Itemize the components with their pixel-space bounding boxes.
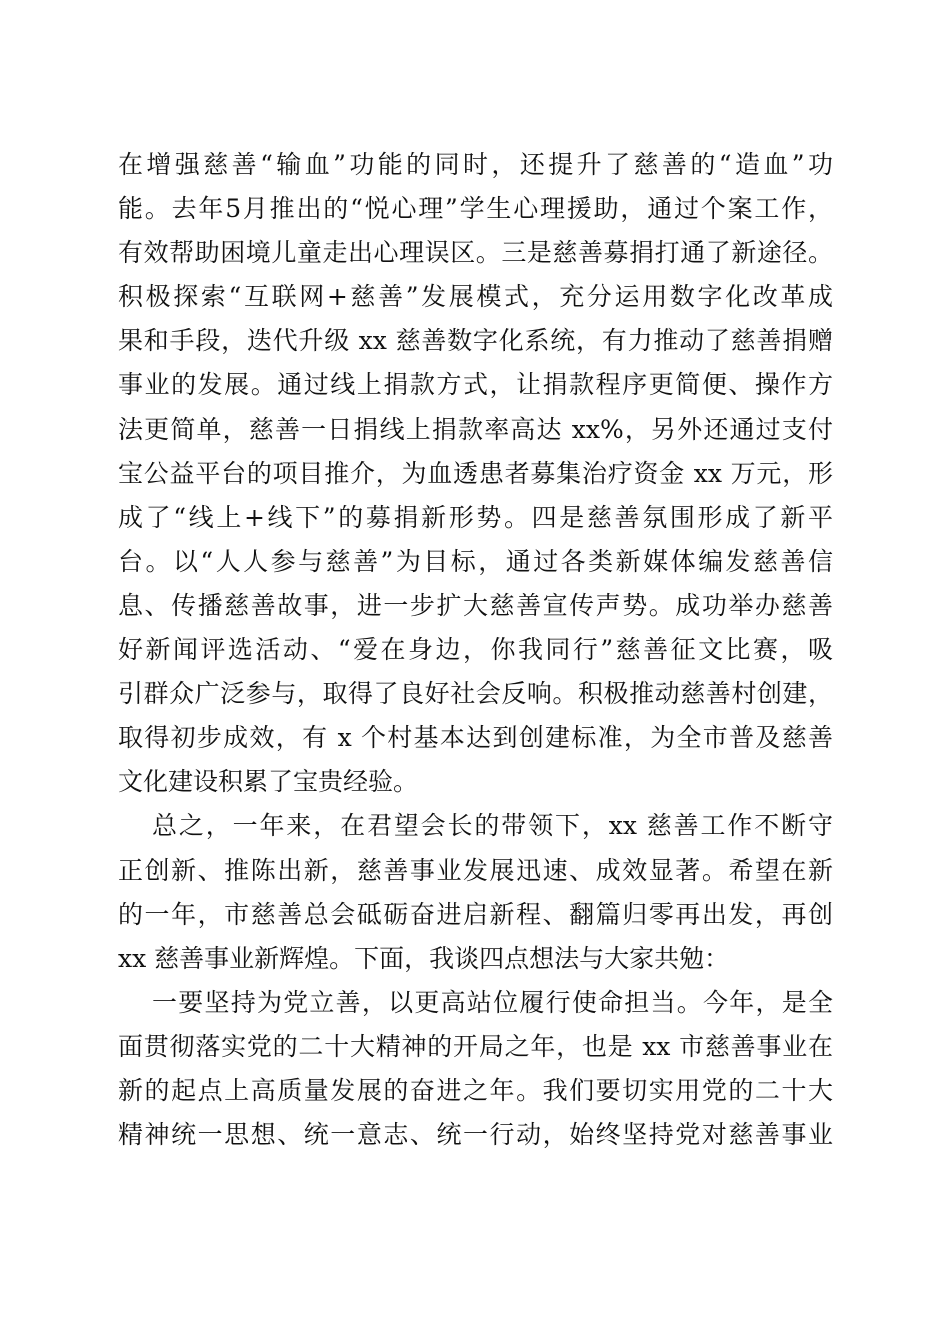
text-line: 总之，一年来，在君望会长的带领下，xx 慈善工作不断守	[152, 811, 833, 841]
text-line: 有效帮助困境儿童走出心理误区。三是慈善募捐打通了新途径。	[118, 238, 833, 268]
text-line: xx 慈善事业新辉煌。下面，我谈四点想法与大家共勉：	[118, 943, 730, 973]
text-line: 在增强慈善“输血”功能的同时，还提升了慈善的“造血”功	[118, 150, 833, 179]
text-line: 文化建设积累了宝贵经验。	[118, 767, 419, 797]
text-line: 息、传播慈善故事，进一步扩大慈善宣传声势。成功举办慈善	[118, 590, 833, 620]
text-line: 好新闻评选活动、“爱在身边，你我同行”慈善征文比赛，吸	[118, 635, 833, 665]
text-line: 的一年，市慈善总会砥砺奋进启新程、翻篇归零再出发，再创	[118, 899, 833, 929]
text-line: 正创新、推陈出新，慈善事业发展迅速、成效显著。希望在新	[118, 855, 833, 885]
text-line: 台。以“人人参与慈善”为目标，通过各类新媒体编发慈善信	[118, 546, 833, 576]
text-line: 果和手段，迭代升级 xx 慈善数字化系统，有力推动了慈善捐赠	[118, 326, 833, 356]
text-line: 一要坚持为党立善，以更高站位履行使命担当。今年，是全	[152, 987, 833, 1017]
text-line: 取得初步成效，有 x 个村基本达到创建标准，为全市普及慈善	[118, 723, 833, 753]
text-line: 积极探索“互联网+慈善”发展模式，充分运用数字化改革成	[118, 282, 833, 312]
document-body	[118, 143, 833, 1157]
text-line: 能。去年5月推出的“悦心理”学生心理援助，通过个案工作，	[118, 194, 833, 224]
text-line: 引群众广泛参与，取得了良好社会反响。积极推动慈善村创建，	[118, 679, 833, 709]
text-line: 宝公益平台的项目推介，为血透患者募集治疗资金 xx 万元，形	[118, 458, 833, 488]
text-line: 精神统一思想、统一意志、统一行动，始终坚持党对慈善事业	[118, 1120, 833, 1150]
text-line: 面贯彻落实党的二十大精神的开局之年，也是 xx 市慈善事业在	[118, 1031, 833, 1061]
text-line: 成了“线上+线下”的募捐新形势。四是慈善氛围形成了新平	[118, 502, 833, 532]
paragraph-charity-achievements	[118, 143, 833, 804]
text-line: 法更简单，慈善一日捐线上捐款率高达 xx%，另外还通过支付	[118, 414, 833, 444]
paragraph-summary	[118, 804, 833, 980]
text-line: 事业的发展。通过线上捐款方式，让捐款程序更简便、操作方	[118, 370, 833, 400]
paragraph-point-one	[118, 981, 833, 1157]
text-line: 新的起点上高质量发展的奋进之年。我们要切实用党的二十大	[118, 1075, 833, 1105]
